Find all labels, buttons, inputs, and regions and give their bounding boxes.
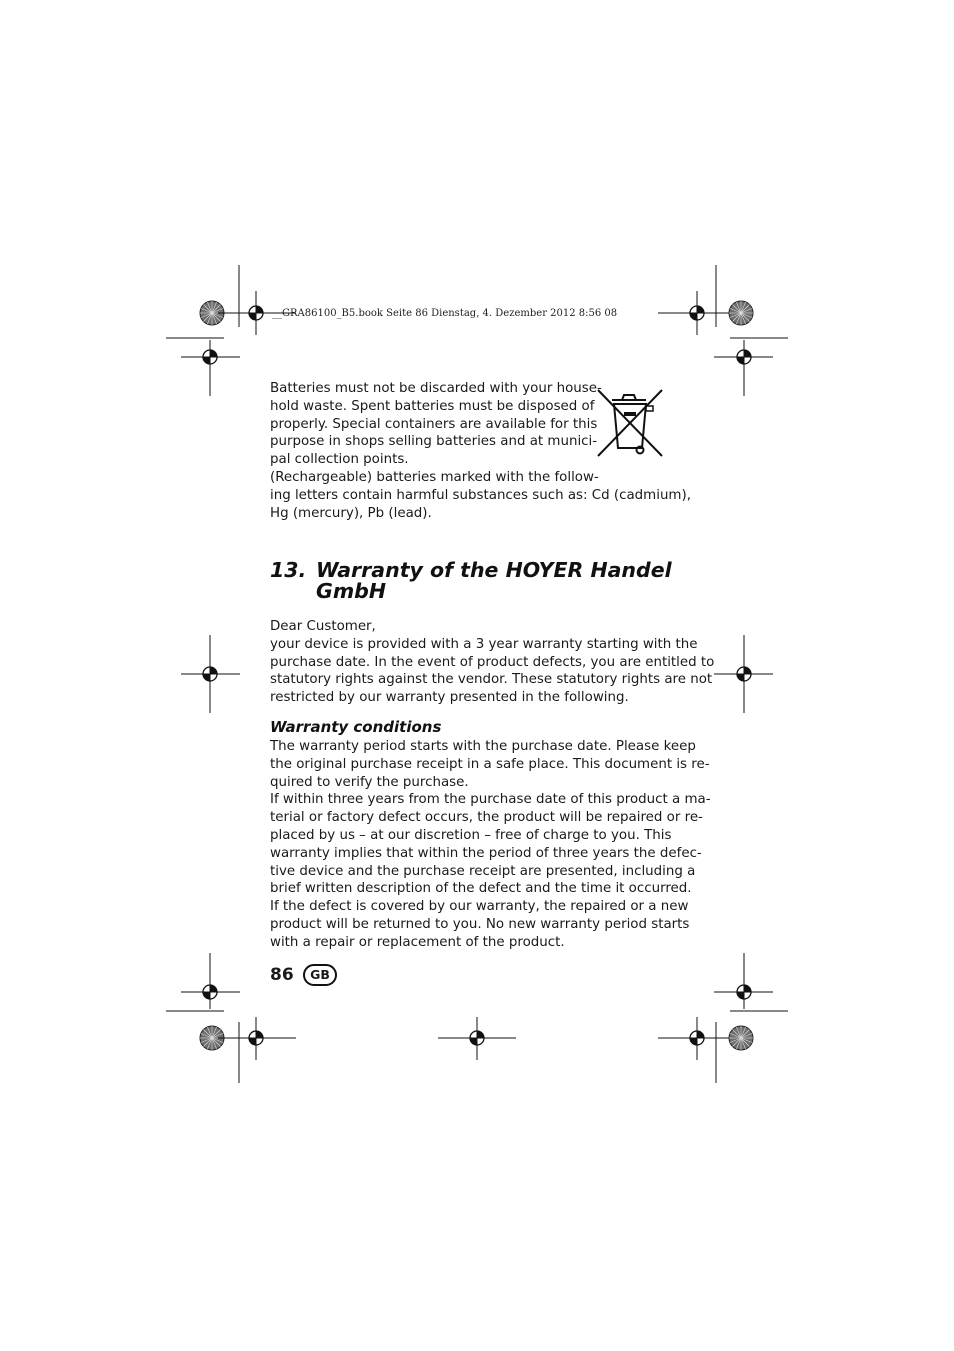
text-line: hold waste. Spent batteries must be disposed of (270, 398, 595, 414)
text-line: If the defect is covered by our warranty, the repaired or a new (270, 899, 689, 915)
text-line: If within three years from the purchase date of this product a ma- (270, 792, 711, 808)
text-line: ing letters contain harmful substances such as: Cd (cadmium), (270, 487, 691, 503)
text-line: (Rechargeable) batteries marked with the follow- (270, 469, 599, 485)
text-line: properly. Special containers are available for this (270, 416, 598, 432)
text-line: Batteries must not be discarded with your house- (270, 381, 602, 396)
language-badge: GB (303, 964, 337, 986)
page-number: 86 (270, 965, 294, 985)
text-line: purpose in shops selling batteries and at munici- (270, 434, 598, 450)
text-line: quired to verify the purchase. (270, 774, 469, 790)
text-line: your device is provided with a 3 year warranty starting with the (270, 636, 698, 652)
section-title (270, 560, 690, 602)
warranty-conditions-heading: Warranty conditions (270, 718, 442, 736)
text-line: Dear Customer, (270, 619, 376, 634)
section-number: 13. (270, 558, 307, 582)
text-line: pal collection points. (270, 452, 409, 468)
text-line: The warranty period starts with the purchase date. Please keep (270, 739, 696, 754)
crossed-out-wheelie-bin-icon (594, 386, 666, 460)
text-line: Hg (mercury), Pb (lead). (270, 505, 432, 521)
text-line: with a repair or replacement of the product. (270, 934, 565, 950)
text-line: warranty implies that within the period of three years the defec- (270, 845, 702, 861)
text-line: the original purchase receipt in a safe place. This document is re- (270, 756, 710, 772)
text-line: tive device and the purchase receipt are presented, including a (270, 863, 696, 879)
text-line: statutory rights against the vendor. These statutory rights are not (270, 672, 713, 688)
warranty-intro-text (270, 618, 715, 707)
text-line: product will be returned to you. No new warranty period starts (270, 916, 690, 932)
text-line: purchase date. In the event of product defects, you are entitled to (270, 654, 715, 670)
section-title-line1: Warranty of the HOYER Handel (316, 558, 672, 582)
text-line: terial or factory defect occurs, the product will be repaired or re- (270, 810, 703, 826)
section-title-line2: GmbH (316, 579, 387, 603)
text-line: placed by us – at our discretion – free of charge to you. This (270, 827, 672, 843)
text-line: restricted by our warranty presented in the following. (270, 690, 629, 706)
warranty-conditions-text (270, 738, 711, 952)
text-line: brief written description of the defect and the time it occurred. (270, 881, 692, 897)
file-info-header: __GRA86100_B5.book Seite 86 Dienstag, 4. Dezember 2012 8:56 08 (272, 308, 618, 319)
